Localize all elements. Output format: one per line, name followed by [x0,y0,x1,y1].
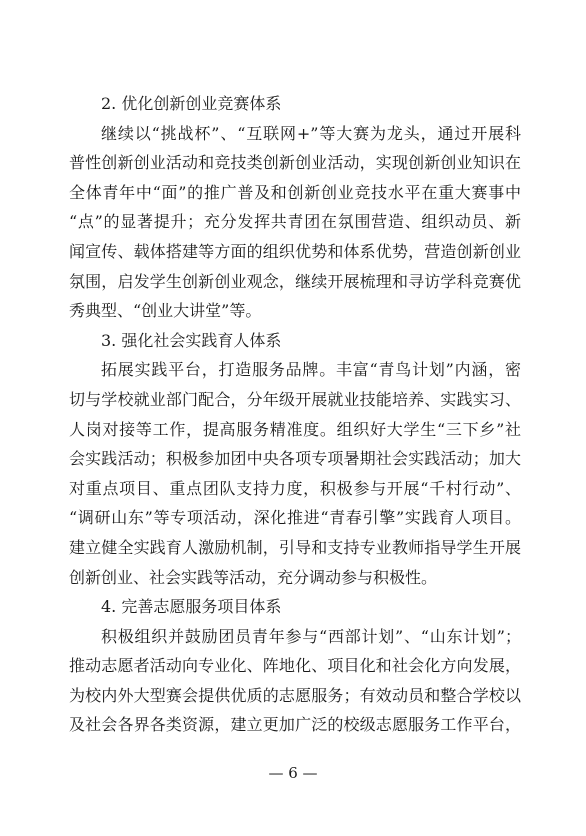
paragraph-line: 氛围，启发学生创新创业观念，继续开展梳理和寻访学科竞赛优 [69,271,521,291]
paragraph-line: 推动志愿者活动向专业化、阵地化、项目化和社会化方向发展， [69,656,521,676]
paragraph-line: 会实践活动；积极参加团中央各项专项暑期社会实践活动；加大 [69,449,521,469]
paragraph-line: 建立健全实践育人激励机制，引导和支持专业教师指导学生开展 [69,537,521,557]
paragraph-line: 切与学校就业部门配合，分年级开展就业技能培养、实践实习、 [69,389,521,409]
paragraph-line: “调研山东”等专项活动，深化推进“青春引擎”实践育人项目。 [69,508,521,528]
section-heading: 2. 优化创新创业竞赛体系 [101,94,282,113]
section-heading: 3. 强化社会实践育人体系 [101,330,282,350]
paragraph-line: 全体青年中“面”的推广普及和创新创业竞技水平在重大赛事中 [69,182,521,202]
paragraph-line: 拓展实践平台，打造服务品牌。丰富“青鸟计划”内涵，密 [101,360,521,380]
paragraph-line: 及社会各界各类资源，建立更加广泛的校级志愿服务工作平台， [69,715,521,735]
section-heading: 4. 完善志愿服务项目体系 [101,597,282,617]
paragraph-line: 人岗对接等工作，提高服务精准度。组织好大学生“三下乡”社 [69,419,521,439]
paragraph-line: “点”的显著提升；充分发挥共青团在氛围营造、组织动员、新 [69,212,521,232]
document-body [69,89,521,740]
paragraph-line: 继续以“挑战杯”、“互联网+”等大赛为龙头，通过开展科 [101,123,521,143]
paragraph-line: 积极组织并鼓励团员青年参与“西部计划”、“山东计划”； [101,626,521,646]
paragraph-line: 对重点项目、重点团队支持力度，积极参与开展“千村行动”、 [69,478,521,498]
page-number: — 6 — [268,764,318,782]
paragraph-line: 秀典型、“创业大讲堂”等。 [69,301,262,321]
paragraph-line: 普性创新创业活动和竞技类创新创业活动，实现创新创业知识在 [69,153,521,173]
paragraph-line: 创新创业、社会实践等活动，充分调动参与积极性。 [69,567,438,587]
paragraph-line: 为校内外大型赛会提供优质的志愿服务；有效动员和整合学校以 [69,685,521,705]
paragraph-line: 闻宣传、载体搭建等方面的组织优势和体系优势，营造创新创业 [69,241,521,261]
